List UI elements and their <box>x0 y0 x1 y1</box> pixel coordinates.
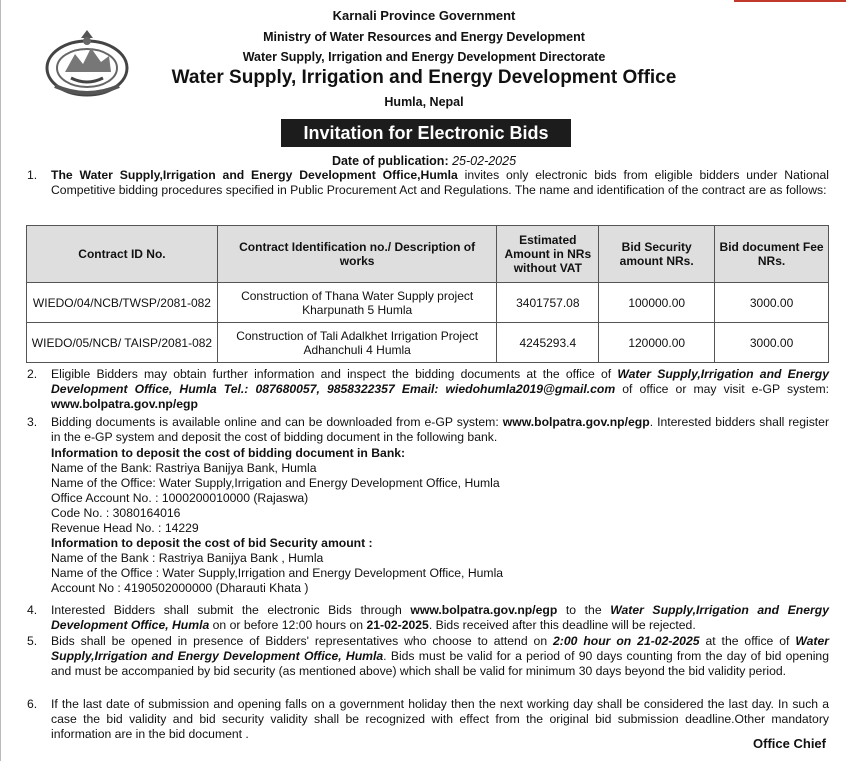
cell-contract-id: WIEDO/05/NCB/ TAISP/2081-082 <box>27 323 218 363</box>
cell-contract-id: WIEDO/04/NCB/TWSP/2081-082 <box>27 283 218 323</box>
col-contract-id: Contract ID No. <box>27 226 218 283</box>
bank-line: Name of the Bank : Rastriya Banijya Bank , Humla <box>51 551 324 565</box>
col-estimated-amount: Estimated Amount in NRs without VAT <box>497 226 599 283</box>
header-directorate: Water Supply, Irrigation and Energy Development Directorate <box>242 50 606 64</box>
bank-line: Office Account No. : 1000200010000 (Rajaswa) <box>51 491 309 505</box>
cell-document-fee: 3000.00 <box>715 283 829 323</box>
bank-line: Name of the Bank: Rastriya Banijya Bank, Humla <box>51 461 317 475</box>
table-row <box>27 323 829 363</box>
cell-bid-security: 120000.00 <box>599 323 715 363</box>
signature-office-chief: Office Chief <box>753 736 826 751</box>
bank-heading-document: Information to deposit the cost of bidding document in Bank: <box>51 446 406 460</box>
item-6-number: 6. <box>27 697 38 711</box>
item-5-text: Bids shall be opened in presence of Bidders' representatives who choose to attend on 2:00 hour on 21-02-2025 at the office of Water Supply,Irrigation and Energy Development Office, Humla. Bids must be valid for a period of 90 days counting from the day of bid opening and must be accompanied by bid security (as mentioned above) which shall be valid for minimum 30 days beyond the bid validity period. <box>51 634 829 678</box>
item-2-text: Eligible Bidders may obtain further information and inspect the bidding documents at the office of Water Supply,Irrigation and Energy Development Office, Humla Tel.: 087680057, 9858322357 Email: wiedohumla2019@gmail.com of office or may visit e-GP system: www.bolpatra.gov.np/egp <box>51 367 829 411</box>
header-location: Humla, Nepal <box>384 95 464 109</box>
item-3-number: 3. <box>27 415 38 429</box>
table-header-row <box>27 226 829 283</box>
header-office-title: Water Supply, Irrigation and Energy Development Office <box>171 67 677 88</box>
publication-date: Date of publication: 25-02-2025 <box>331 154 517 168</box>
cell-estimated-amount: 4245293.4 <box>497 323 599 363</box>
item-4-number: 4. <box>27 603 38 617</box>
item-3-text: Bidding documents is available online and can be downloaded from e-GP system: www.bolpatra.gov.np/egp. Interested bidders shall register in the e-GP system and deposit the cost of bidding document in the following bank. <box>51 415 830 444</box>
cell-document-fee: 3000.00 <box>715 323 829 363</box>
bank-line: Code No. : 3080164016 <box>51 506 181 520</box>
cell-bid-security: 100000.00 <box>599 283 715 323</box>
item-1-number: 1. <box>27 168 38 182</box>
header-province: Karnali Province Government <box>332 8 516 23</box>
item-6-text: If the last date of submission and opening falls on a government holiday then the next working day shall be considered the last day. In such a case the bid validity and bid security validity shall be recognized with effect from the original bid submission deadline.Other mandatory information are in the bid document . <box>51 697 829 741</box>
cell-description: Construction of Tali Adalkhet Irrigation Project Adhanchuli 4 Humla <box>217 323 496 363</box>
contract-table <box>26 225 829 363</box>
top-accent-bar <box>734 0 846 2</box>
table-row <box>27 283 829 323</box>
cell-description: Construction of Thana Water Supply project Kharpunath 5 Humla <box>217 283 496 323</box>
bank-line: Name of the Office: Water Supply,Irrigation and Energy Development Office, Humla <box>51 476 500 490</box>
bank-line: Account No : 4190502000000 (Dharauti Khata ) <box>51 581 309 595</box>
cell-estimated-amount: 3401757.08 <box>497 283 599 323</box>
item-2-number: 2. <box>27 367 38 381</box>
bank-line: Name of the Office : Water Supply,Irrigation and Energy Development Office, Humla <box>51 566 504 580</box>
notice-banner: Invitation for Electronic Bids <box>281 119 571 147</box>
col-document-fee: Bid document Fee NRs. <box>715 226 829 283</box>
bank-heading-security: Information to deposit the cost of bid Security amount : <box>51 536 373 550</box>
item-5-number: 5. <box>27 634 38 648</box>
col-description: Contract Identification no./ Description of works <box>217 226 496 283</box>
header-ministry: Ministry of Water Resources and Energy Development <box>263 30 585 44</box>
item-4-text: Interested Bidders shall submit the electronic Bids through www.bolpatra.gov.np/egp to the Water Supply,Irrigation and Energy Development Office, Humla on or before 12:00 hours on 21-02-2025. Bids received after this deadline will be rejected. <box>51 603 829 632</box>
col-bid-security: Bid Security amount NRs. <box>599 226 715 283</box>
bank-line: Revenue Head No. : 14229 <box>51 521 199 535</box>
bank-information <box>51 446 829 596</box>
item-1-text: The Water Supply,Irrigation and Energy Development Office,Humla invites only electronic bids from eligible bidders under National Competitive bidding procedures specified in Public Procurement Act and Regulations. The name and identification of the contract are as follows: <box>51 168 830 197</box>
